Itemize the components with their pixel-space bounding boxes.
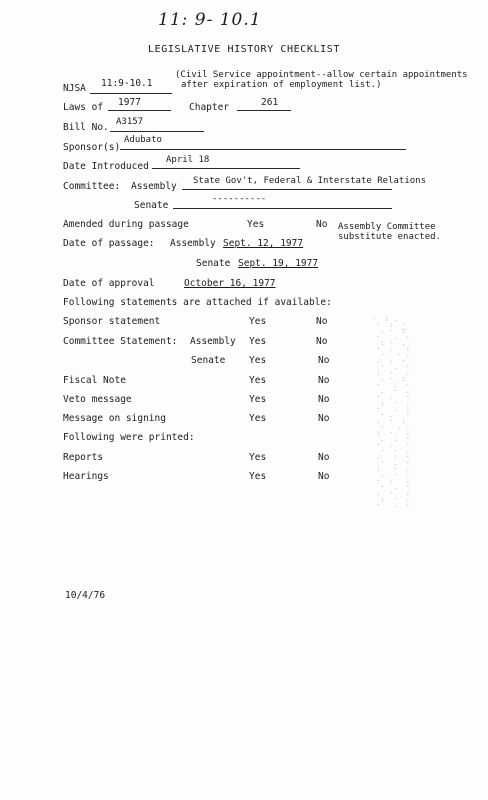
passage-senate-value: Sept. 19, 1977 (238, 258, 319, 269)
passage-assembly-value: Sept. 12, 1977 (223, 238, 304, 249)
njsa-description-line2: after expiration of employment list.) (181, 80, 382, 90)
date-introduced-value: April 18 (166, 155, 210, 165)
laws-of-underline (108, 110, 171, 111)
committee-assembly-underline (182, 189, 392, 190)
amended-label: Amended during passage (63, 219, 189, 230)
chapter-underline (237, 110, 291, 111)
row-committee-assembly-no: No (316, 336, 328, 347)
date-introduced-underline (152, 168, 300, 169)
scan-speckle: · ∴ . · : · . · ∵ · . · : · . · . : · · . . : · · . · : · . . · ∴ · : · . · . · . · : · . · . : · . · . · : · . · : · . . : · · . · · · . . : · · . · : · . . · · · : . · . · . · : : · . · . · (372, 315, 410, 509)
row-committee-assembly-yes: Yes (249, 336, 267, 347)
passage-assembly-label: Assembly (170, 238, 216, 249)
row-sponsor-statement-yes: Yes (249, 316, 267, 327)
amended-no: No (316, 219, 328, 230)
row-sponsor-statement-no: No (316, 316, 328, 327)
chapter-value: 261 (261, 97, 279, 108)
row-committee-senate-sub: Senate (191, 355, 226, 366)
njsa-underline (90, 93, 172, 94)
document-title: LEGISLATIVE HISTORY CHECKLIST (148, 44, 340, 55)
bill-no-label: Bill No. (63, 122, 109, 133)
row-committee-statement-label: Committee Statement: (63, 336, 178, 347)
committee-senate-underline (173, 208, 392, 209)
date-introduced-label: Date Introduced (63, 161, 149, 172)
row-hearings-no: No (318, 471, 330, 482)
row-hearings-label: Hearings (63, 471, 109, 482)
row-committee-senate-yes: Yes (249, 355, 267, 366)
row-sponsor-statement-label: Sponsor statement (63, 316, 161, 327)
bill-no-value: A3157 (116, 117, 144, 127)
row-message-on-signing-yes: Yes (249, 413, 267, 424)
row-reports-no: No (318, 452, 330, 463)
row-message-on-signing-no: No (318, 413, 330, 424)
row-message-on-signing-label: Message on signing (63, 413, 166, 424)
amended-yes: Yes (247, 219, 265, 230)
row-veto-message-yes: Yes (249, 394, 267, 405)
row-reports-yes: Yes (249, 452, 267, 463)
footer-date: 10/4/76 (65, 590, 106, 601)
handwritten-statute-number: 11: 9- 10.1 (158, 10, 262, 30)
njsa-description-line1: (Civil Service appointment--allow certain appointments (175, 70, 468, 80)
committee-assembly-label: Assembly (131, 181, 177, 192)
row-veto-message-label: Veto message (63, 394, 132, 405)
row-reports-label: Reports (63, 452, 104, 463)
date-of-approval-label: Date of approval (63, 278, 155, 289)
committee-assembly-value: State Gov't, Federal & Interstate Relations (193, 176, 426, 186)
row-fiscal-note-yes: Yes (249, 375, 267, 386)
committee-dashes: ---------- (212, 194, 267, 204)
row-committee-assembly-sub: Assembly (190, 336, 236, 347)
row-fiscal-note-no: No (318, 375, 330, 386)
date-of-approval-value: October 16, 1977 (184, 278, 276, 289)
row-veto-message-no: No (318, 394, 330, 405)
chapter-label: Chapter (189, 102, 230, 113)
amended-note-line2: substitute enacted. (338, 232, 441, 242)
row-fiscal-note-label: Fiscal Note (63, 375, 126, 386)
committee-label: Committee: (63, 181, 121, 192)
amended-note-line1: Assembly Committee (338, 222, 436, 232)
sponsor-value: Adubato (124, 135, 162, 145)
njsa-label: NJSA (63, 83, 86, 94)
njsa-value: 11:9-10.1 (101, 78, 153, 89)
bill-no-underline (110, 131, 204, 132)
attached-statements-header: Following statements are attached if available: (63, 297, 332, 308)
row-hearings-yes: Yes (249, 471, 267, 482)
printed-header: Following were printed: (63, 432, 195, 443)
row-committee-senate-no: No (318, 355, 330, 366)
laws-of-label: Laws of (63, 102, 104, 113)
passage-senate-label: Senate (196, 258, 231, 269)
sponsor-label: Sponsor(s) (63, 142, 121, 153)
sponsor-underline (120, 149, 406, 150)
date-of-passage-label: Date of passage: (63, 238, 155, 249)
laws-of-value: 1977 (118, 97, 141, 108)
committee-senate-label: Senate (134, 200, 169, 211)
